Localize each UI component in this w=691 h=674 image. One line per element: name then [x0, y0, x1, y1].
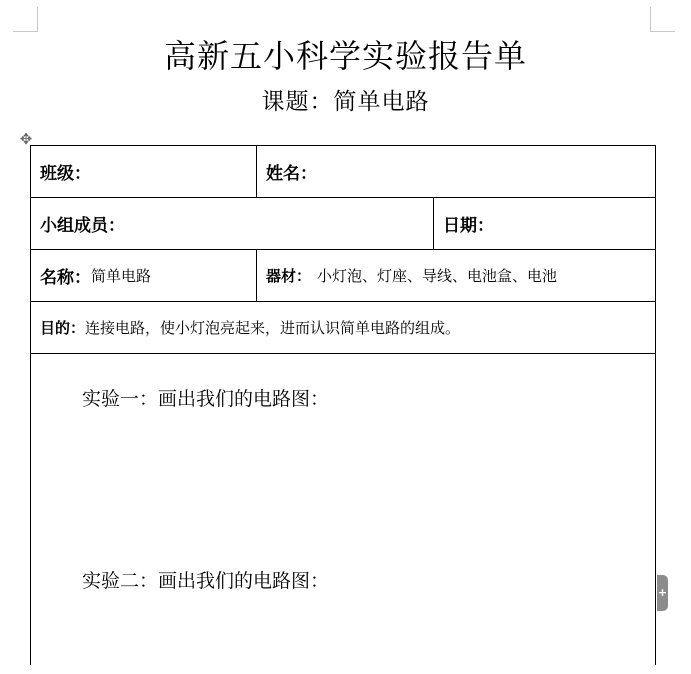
- materials-cell[interactable]: [256, 250, 655, 301]
- table-row-members-date: [31, 198, 655, 250]
- table-row-purpose: [31, 302, 655, 354]
- experiment-two-label: 实验二：画出我们的电路图：: [82, 570, 330, 592]
- page-corner-mark-top-left: [13, 7, 38, 32]
- members-label: 小组成员：: [40, 216, 125, 236]
- name-cell[interactable]: [256, 146, 655, 197]
- experiment-name-cell[interactable]: [31, 250, 256, 301]
- plus-icon[interactable]: +: [657, 575, 668, 611]
- document-subtitle: 课题：简单电路: [261, 89, 430, 115]
- table-row-title-materials: [31, 250, 655, 302]
- date-cell[interactable]: [433, 198, 655, 249]
- experiment-name-value: 简单电路: [91, 267, 152, 285]
- move-arrows-icon[interactable]: ✥: [19, 130, 33, 148]
- purpose-cell[interactable]: [31, 302, 655, 353]
- experiment-drawing-area[interactable]: [31, 354, 655, 674]
- members-cell[interactable]: [31, 198, 433, 249]
- materials-label: 器材：: [266, 267, 312, 285]
- purpose-label: 目的：: [40, 319, 86, 337]
- class-label: 班级：: [40, 164, 91, 184]
- experiment-name-label: 名称：: [40, 268, 91, 288]
- purpose-value: 连接电路，使小灯泡亮起来，进而认识简单电路的组成。: [85, 319, 461, 337]
- report-table: [30, 145, 656, 665]
- materials-value: 小灯泡、灯座、导线、电池盒、电池: [317, 267, 558, 285]
- name-label: 姓名：: [266, 164, 317, 184]
- document-title: 高新五小科学实验报告单: [163, 37, 527, 75]
- table-row-class-name: [31, 146, 655, 198]
- page-corner-mark-top-right: [650, 7, 675, 32]
- class-cell[interactable]: [31, 146, 256, 197]
- date-label: 日期：: [443, 216, 494, 236]
- experiment-one-label: 实验一：画出我们的电路图：: [82, 388, 330, 410]
